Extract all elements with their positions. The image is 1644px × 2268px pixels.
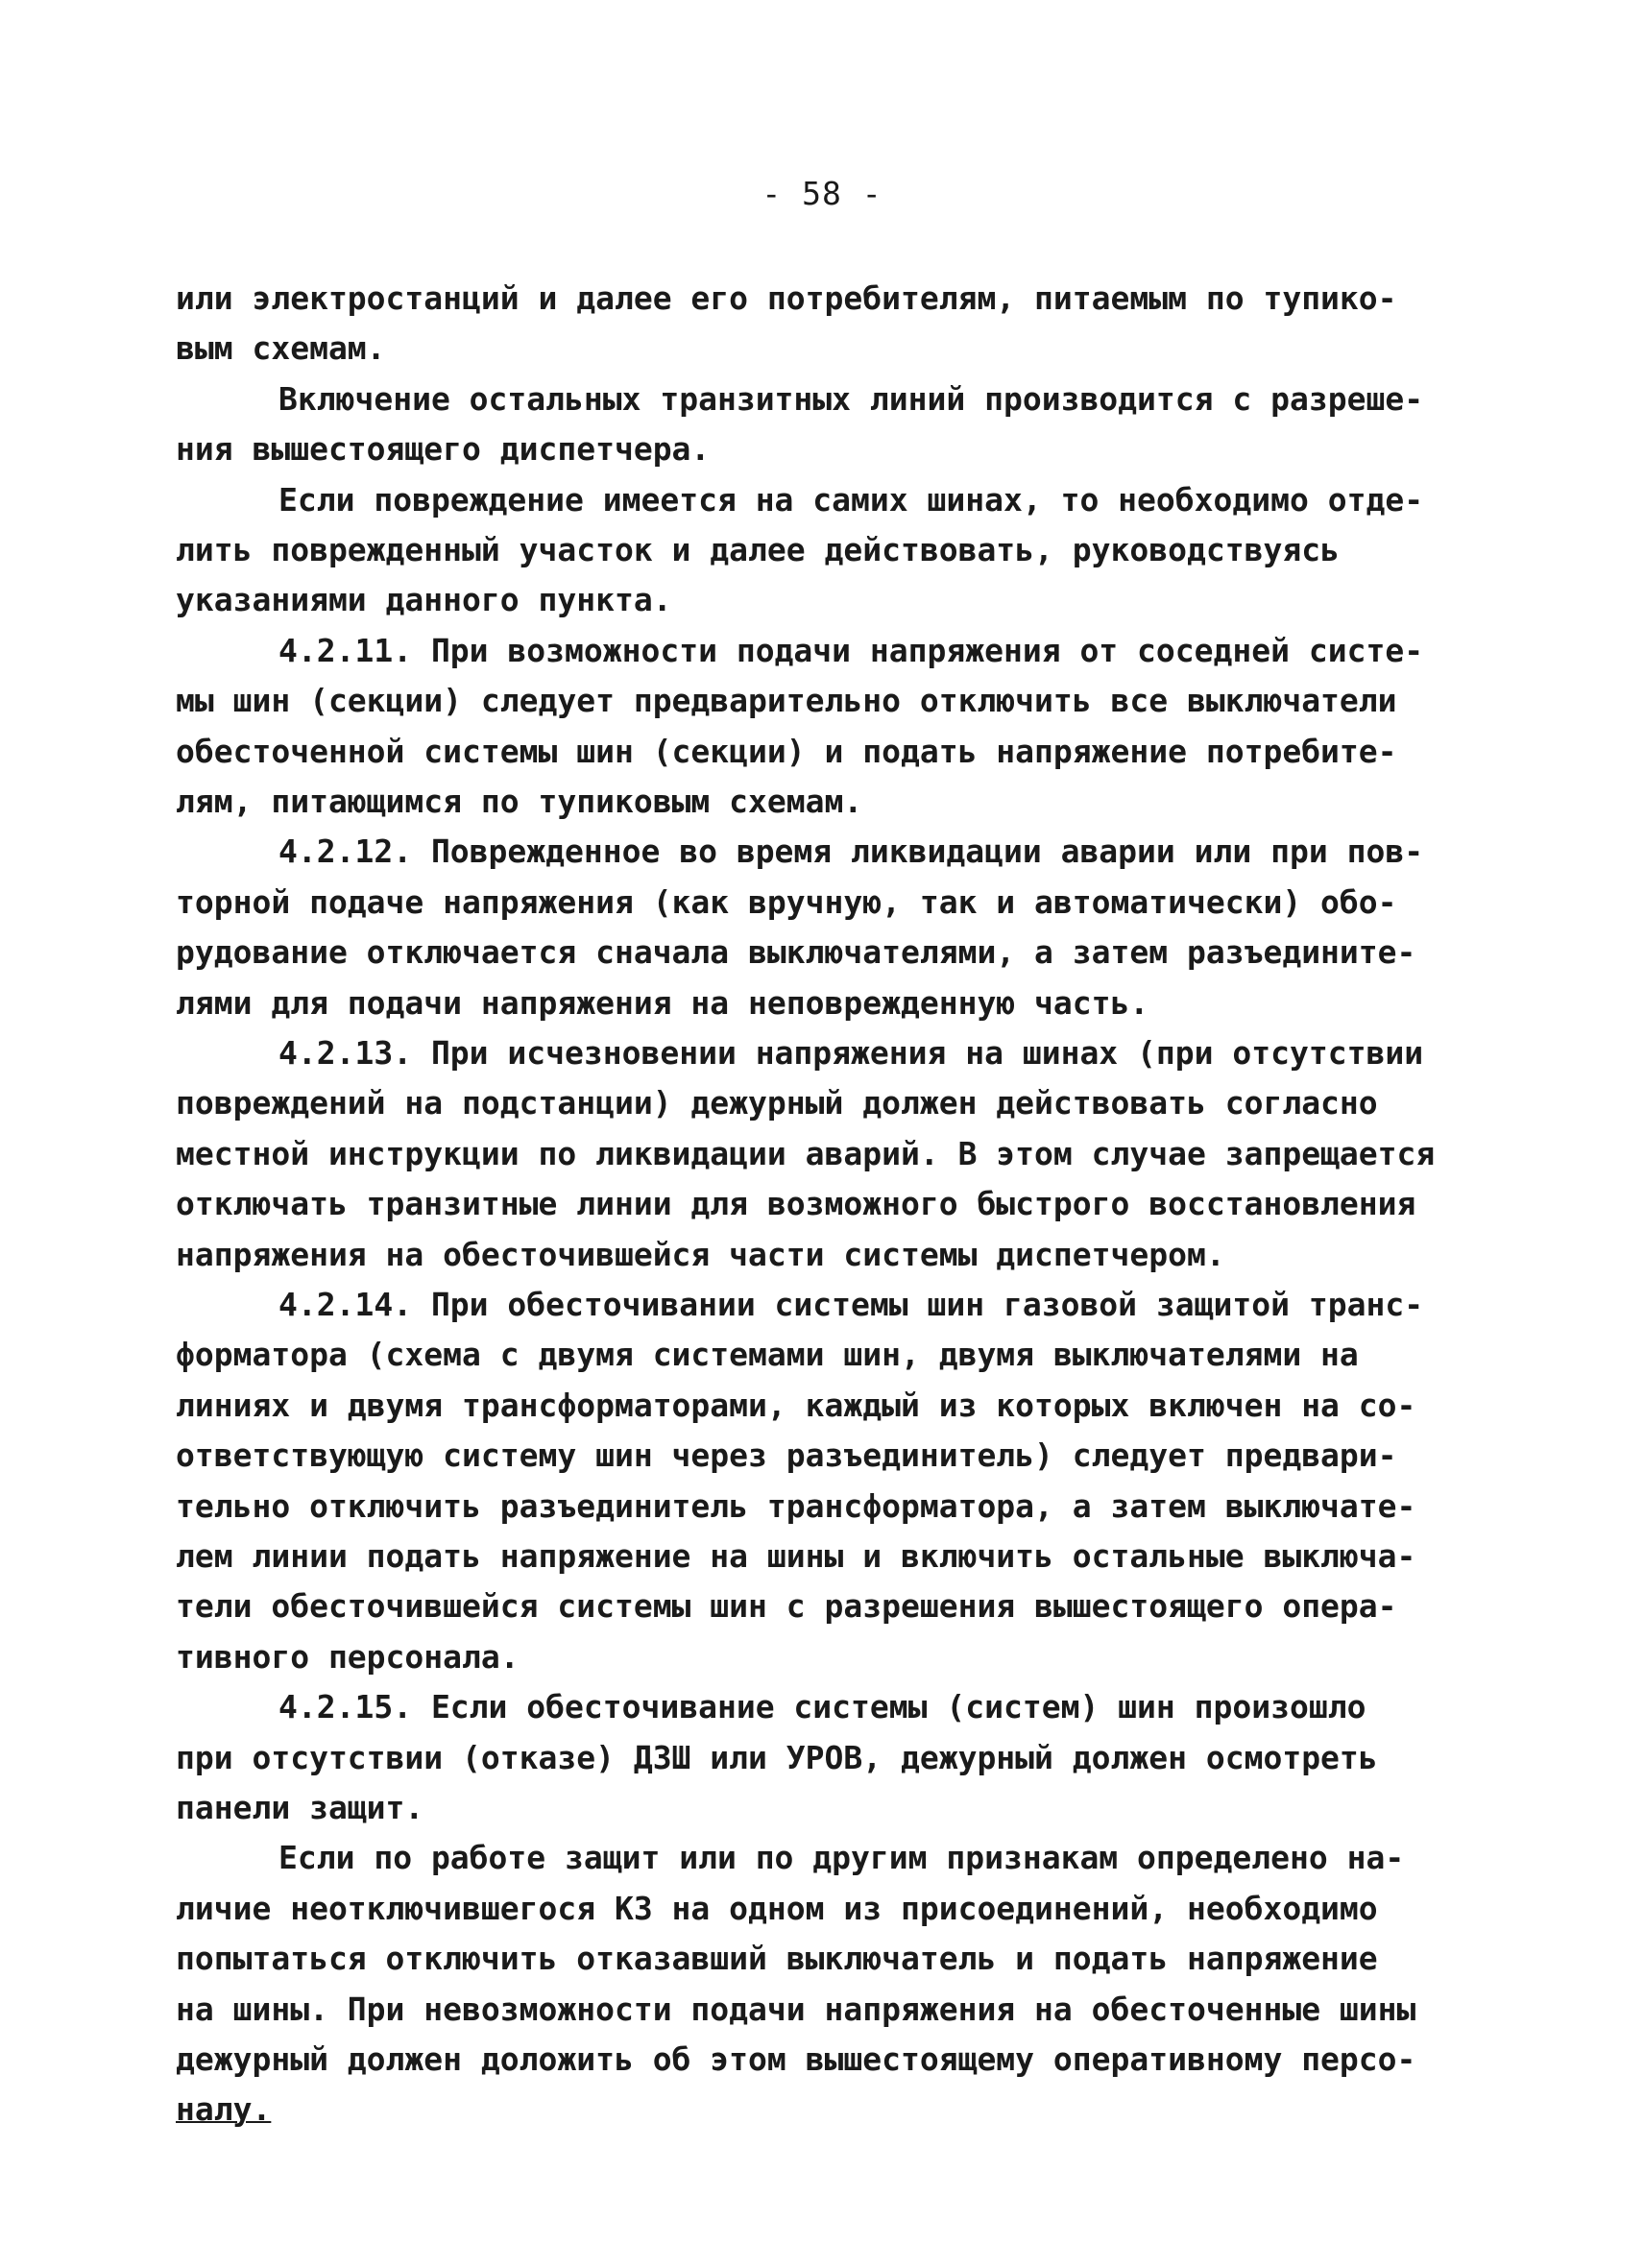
text-line: рудование отключается сначала выключателями, а затем разъедините-: [176, 933, 1416, 971]
text-line: торной подаче напряжения (как вручную, так и автоматически) обо-: [176, 883, 1397, 921]
text-line: Если по работе защит или по другим признакам определено на-: [278, 1839, 1405, 1876]
text-line: 4.2.12. Поврежденное во время ликвидации аварии или при пов-: [278, 832, 1424, 870]
text-line: ответствующую систему шин через разъединитель) следует предвари-: [176, 1436, 1397, 1474]
text-line: личие неотключившегося КЗ на одном из присоединений, необходимо: [176, 1890, 1378, 1927]
text-line: 4.2.14. При обесточивании системы шин газовой защитой транс-: [278, 1286, 1424, 1323]
text-line: лем линии подать напряжение на шины и включить остальные выключа-: [176, 1537, 1416, 1575]
text-line: вым схемам.: [176, 329, 386, 367]
page-number: - 58 -: [762, 175, 882, 212]
text-line: 4.2.13. При исчезновении напряжения на шинах (при отсутствии: [278, 1034, 1424, 1072]
text-line: форматора (схема с двумя системами шин, двумя выключателями на: [176, 1336, 1359, 1373]
text-line: лям, питающимся по тупиковым схемам.: [176, 783, 863, 820]
text-line: попытаться отключить отказавший выключатель и подать напряжение: [176, 1940, 1378, 1977]
text-line: отключать транзитные линии для возможного быстрого восстановления: [176, 1185, 1416, 1222]
text-line: обесточенной системы шин (секции) и подать напряжение потребите-: [176, 733, 1397, 770]
text-line: мы шин (секции) следует предварительно отключить все выключатели: [176, 682, 1397, 719]
text-line: или электростанций и далее его потребителям, питаемым по тупико-: [176, 279, 1397, 317]
text-line: при отсутствии (отказе) ДЗШ или УРОВ, дежурный должен осмотреть: [176, 1739, 1378, 1776]
text-line: Включение остальных транзитных линий производится с разреше-: [278, 380, 1424, 418]
text-line: 4.2.15. Если обесточивание системы (систем) шин произошло: [278, 1688, 1366, 1725]
text-line: местной инструкции по ликвидации аварий. В этом случае запрещается: [176, 1135, 1436, 1172]
text-line: тивного персонала.: [176, 1638, 520, 1676]
text-line: 4.2.11. При возможности подачи напряжения от соседней систе-: [278, 632, 1424, 669]
text-line: на шины. При невозможности подачи напряжения на обесточенные шины: [176, 1991, 1416, 2028]
text-line: повреждений на подстанции) дежурный должен действовать согласно: [176, 1084, 1378, 1122]
text-line: Если повреждение имеется на самих шинах, то необходимо отде-: [278, 481, 1424, 519]
text-line: указаниями данного пункта.: [176, 581, 672, 618]
text-line: налу.: [176, 2090, 272, 2128]
text-line: ния вышестоящего диспетчера.: [176, 430, 711, 468]
text-line: дежурный должен доложить об этом вышестоящему оперативному персо-: [176, 2040, 1416, 2078]
text-line: панели защит.: [176, 1789, 424, 1826]
text-line: лями для подачи напряжения на неповрежденную часть.: [176, 984, 1149, 1022]
text-line: напряжения на обесточившейся части системы диспетчером.: [176, 1236, 1225, 1273]
text-line: линиях и двумя трансформаторами, каждый из которых включен на со-: [176, 1387, 1416, 1424]
text-line: тели обесточившейся системы шин с разрешения вышестоящего опера-: [176, 1587, 1397, 1625]
text-line: тельно отключить разъединитель трансформатора, а затем выключате-: [176, 1487, 1416, 1525]
text-line: лить поврежденный участок и далее действовать, руководствуясь: [176, 531, 1340, 568]
